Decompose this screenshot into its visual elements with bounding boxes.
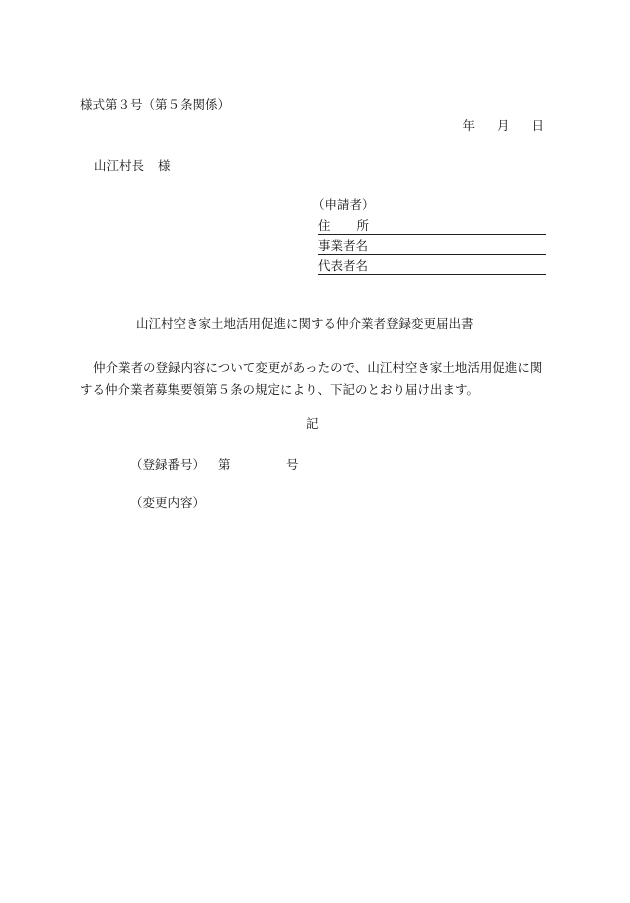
ki-heading: 記	[306, 416, 319, 431]
registration-number-prefix: 第	[218, 457, 231, 472]
date-day-label: 日	[531, 118, 544, 133]
document-body: 仲介業者の登録内容について変更があったので、山江村空き家土地活用促進に関する仲介業者募集要領第５条の規定により、下記のとおり届け出ます。	[80, 360, 543, 397]
date-month-label: 月	[496, 118, 510, 133]
business-name-field[interactable]	[318, 236, 546, 255]
date-line	[462, 120, 544, 133]
change-content-label: （変更内容）	[130, 495, 206, 510]
registration-number-label: （登録番号）	[130, 457, 206, 472]
representative-label: 代表者名	[318, 257, 369, 273]
representative-field[interactable]	[318, 256, 546, 275]
address-label-part2: 所	[356, 217, 370, 233]
address-label-part1: 住	[318, 217, 331, 233]
document-title: 山江村空き家土地活用促進に関する仲介業者登録変更届出書	[136, 316, 474, 331]
registration-number-suffix: 号	[286, 457, 299, 472]
recipient-name: 山江村長	[94, 158, 145, 173]
address-label	[318, 217, 370, 233]
date-year-label: 年	[462, 118, 475, 133]
form-number: 様式第３号（第５条関係）	[80, 97, 231, 112]
applicant-heading: （申請者）	[312, 197, 375, 212]
address-field[interactable]	[318, 216, 546, 235]
recipient-honorific: 様	[158, 158, 171, 173]
recipient	[94, 160, 171, 173]
business-name-label: 事業者名	[318, 237, 369, 253]
